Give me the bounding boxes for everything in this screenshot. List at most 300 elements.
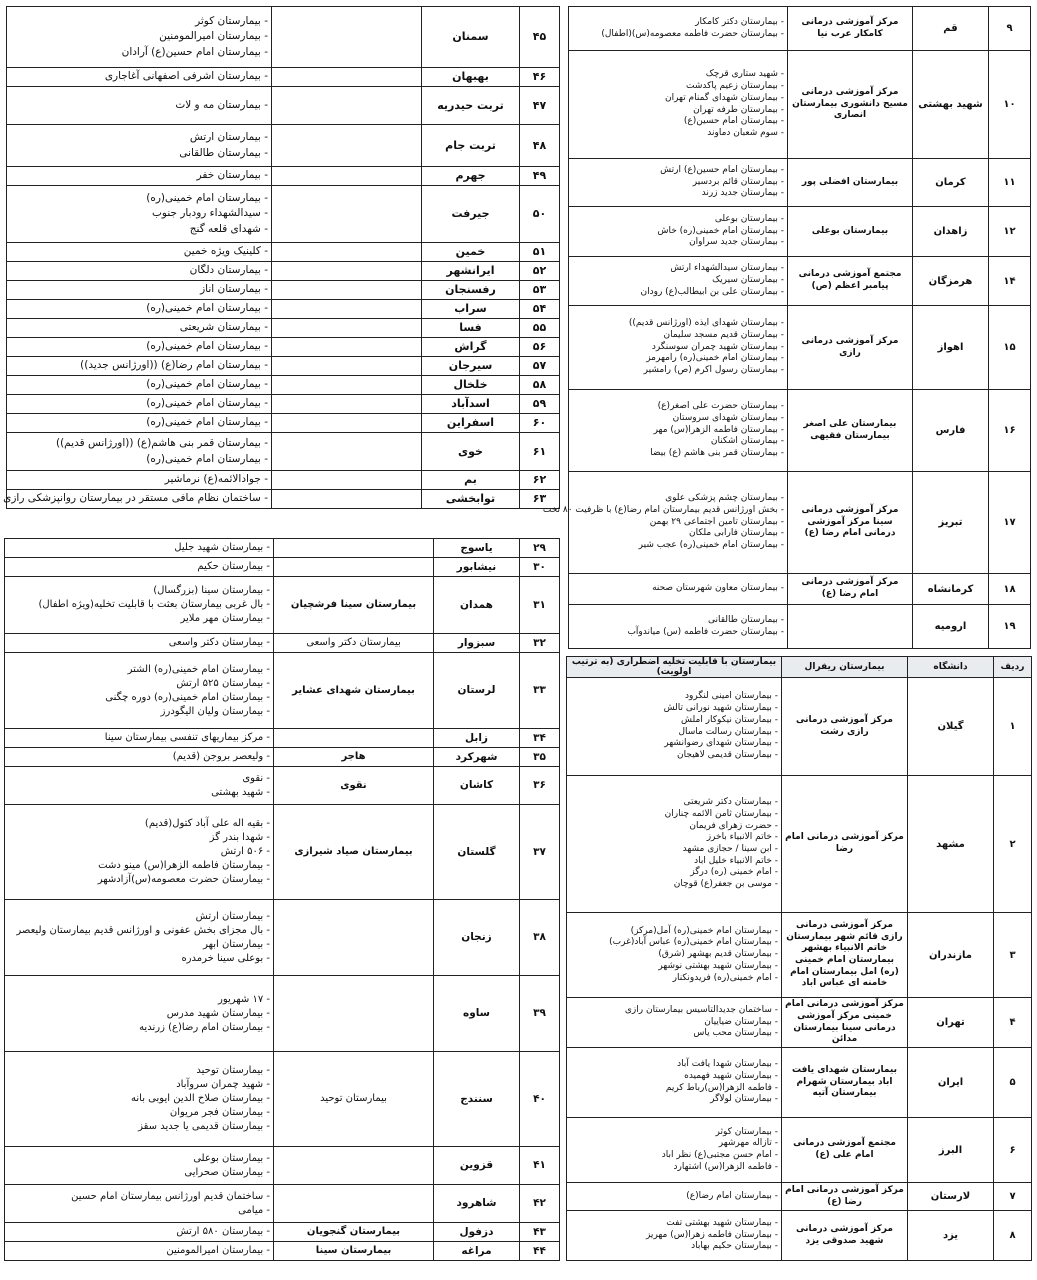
table-bottom-right (566, 656, 1032, 1261)
row-number: ۴۰ (520, 1052, 560, 1147)
referral-hospital: بیمارستان صیاد شیرازی (274, 805, 434, 900)
table-row (7, 186, 560, 243)
hospital-item: - بال غربی بیمارستان بعثت با قابلیت تخلیه(ویژه اطفال) (8, 598, 270, 612)
table-row (569, 51, 1031, 159)
referral-hospital: مرکز آموزشی درمانی مسیح دانشوری بیمارستان انصاری (788, 51, 913, 159)
referral-hospital: هاجر (274, 748, 434, 767)
evacuation-hospital-list (7, 471, 272, 490)
hospital-item: - بیمارستان ۵۸۰ ارتش (8, 1225, 270, 1239)
row-number: ۳ (994, 913, 1032, 998)
province-name: اسدآباد (422, 395, 520, 414)
table-row (7, 7, 560, 68)
evacuation-hospital-list (3, 490, 272, 509)
row-number: ۲ (994, 776, 1032, 913)
hospital-item: - حضرت زهرای فریمان (570, 821, 778, 833)
referral-hospital (272, 186, 422, 243)
evacuation-hospital-list (569, 207, 788, 257)
hospital-item: - بیمارستان امیرالمومنین (8, 1244, 270, 1258)
hospital-item: - بیمارستان فجر مریوان (8, 1106, 270, 1120)
evacuation-hospital-list (5, 1147, 274, 1185)
table-row (567, 1211, 1032, 1261)
hospital-item: - امام خمینی (ره) درگز (570, 867, 778, 879)
province-name: کرمانشاه (913, 574, 989, 605)
hospital-item: - بیمارستان امام رضا(ع) زرندیه (8, 1021, 270, 1035)
hospital-item: - بیمارستان امام خمینی(ره) (10, 452, 268, 467)
province-name: گراش (422, 338, 520, 357)
province-name: رفسنجان (422, 281, 520, 300)
hospital-item: - بیمارستان طالقانی (10, 146, 268, 161)
evacuation-hospital-list (7, 281, 272, 300)
hospital-item: - ۱۷ شهریور (8, 993, 270, 1007)
row-number: ۴۸ (520, 125, 560, 167)
hospital-item: - بیمارستان شریعتی (10, 320, 268, 335)
row-number: ۵۸ (520, 376, 560, 395)
hospital-item: - بیمارستان سیدالشهداء ارتش (572, 263, 784, 275)
province-name: زاهدان (913, 207, 989, 257)
hospital-item: - بیمارستان امام رضا(ع) (570, 1191, 778, 1203)
hospital-item: - بیمارستان اناز (10, 282, 268, 297)
header-referral-hospital: بیمارستان ریفرال (782, 657, 908, 678)
evacuation-hospital-list (567, 678, 782, 776)
hospital-item: - بیمارستان امام حسین(ع) آرادان (10, 45, 268, 60)
referral-hospital: مرکز آموزشی درمانی رازی رشت (782, 678, 908, 776)
province-name: یاسوج (434, 539, 520, 558)
row-number: ۴۱ (520, 1147, 560, 1185)
hospital-item: - بیمارستان توحید (8, 1064, 270, 1078)
table-row (7, 87, 560, 125)
referral-hospital: مجتمع آموزشی درمانی پیامبر اعظم (ص) (788, 257, 913, 306)
referral-hospital (274, 1147, 434, 1185)
table-row (569, 306, 1031, 390)
province-name: نیشابور (434, 558, 520, 577)
evacuation-hospital-list (5, 539, 274, 558)
row-number: ۵۹ (520, 395, 560, 414)
province-name: سیرجان (422, 357, 520, 376)
hospital-item: - بیمارستان قدیم مسجد سلیمان (572, 330, 784, 342)
hospital-item: - بیمارستان نیکوکار املش (570, 715, 778, 727)
referral-hospital (272, 243, 422, 262)
row-number: ۱۶ (989, 390, 1031, 472)
referral-hospital (272, 87, 422, 125)
hospital-item: - بیمارستان قمر بنی هاشم (ع) بیضا (572, 448, 784, 460)
evacuation-hospital-list (5, 900, 274, 976)
evacuation-hospital-list (7, 167, 272, 186)
referral-hospital: بیمارستان افضلی پور (788, 159, 913, 207)
referral-hospital: مرکز آموزشی درمانی رازی قائم شهر بیمارستان خاتم الانبیاء بهشهر بیمارستان امام خمینی (ره) امل بیمارستان امام خامنه ای عباس اباد (782, 913, 908, 998)
table-row (7, 281, 560, 300)
table-row (7, 433, 560, 471)
row-number: ۹ (989, 7, 1031, 51)
hospital-item: - بیمارستان امام خمینی(ره) (10, 377, 268, 392)
province-name: مازندران (908, 913, 994, 998)
evacuation-hospital-list (569, 51, 788, 159)
hospital-item: - بیمارستان امیرالمومنین (10, 29, 268, 44)
table-row (7, 490, 560, 509)
evacuation-hospital-list (567, 1048, 782, 1118)
province-name: تبریز (913, 472, 989, 574)
hospital-item: - بیمارستان امام خمینی(ره) (10, 301, 268, 316)
referral-hospital (272, 471, 422, 490)
hospital-item: - امام حسن مجتبی(ع) نظر اباد (570, 1150, 778, 1162)
table-row (5, 729, 560, 748)
row-number: ۴۶ (520, 68, 560, 87)
referral-hospital (272, 338, 422, 357)
evacuation-hospital-list (5, 767, 274, 805)
row-number: ۴۷ (520, 87, 560, 125)
row-number: ۳۴ (520, 729, 560, 748)
province-name: تهران (908, 998, 994, 1048)
hospital-item: - ابن سینا / حجازی مشهد (570, 844, 778, 856)
table-row (5, 1223, 560, 1242)
table-row (567, 678, 1032, 776)
evacuation-hospital-list (7, 243, 272, 262)
hospital-item: - بیمارستان علی بن ابیطالب(ع) رودان (572, 287, 784, 299)
referral-hospital (272, 433, 422, 471)
province-name: اهواز (913, 306, 989, 390)
hospital-item: - بیمارستان شهید بهشتی نوشهر (570, 961, 778, 973)
hospital-item: - بیمارستان امام خمینی(ره) دوره چگنی (8, 691, 270, 705)
referral-hospital: بیمارستان شهدای عشایر (274, 653, 434, 729)
province-name: زنجان (434, 900, 520, 976)
hospital-item: - بیمارستان امام خمینی(ره) (10, 396, 268, 411)
hospital-item: - بیمارستان ولیان الیگودرز (8, 705, 270, 719)
referral-hospital (272, 262, 422, 281)
evacuation-hospital-list (569, 390, 788, 472)
row-number: ۵۴ (520, 300, 560, 319)
row-number: ۵۶ (520, 338, 560, 357)
evacuation-hospital-list (5, 805, 274, 900)
hospital-item: - بیمارستان دکتر واسعی (8, 636, 270, 650)
referral-hospital (272, 167, 422, 186)
hospital-item: - بیمارستان قائم بردسیر (572, 177, 784, 189)
referral-hospital (272, 414, 422, 433)
hospital-item: - بیمارستان ۵۲۵ ارتش (8, 677, 270, 691)
referral-hospital: بیمارستان سینا (274, 1242, 434, 1261)
province-name: کاشان (434, 767, 520, 805)
evacuation-hospital-list (542, 472, 788, 574)
table-row (5, 558, 560, 577)
hospital-item: - بیمارستان ابهر (8, 938, 270, 952)
row-number: ۳۲ (520, 634, 560, 653)
province-name: لرستان (434, 653, 520, 729)
table-row (5, 1242, 560, 1261)
hospital-item: - بیمارستان شهدا یافت آباد (570, 1059, 778, 1071)
hospital-item: - بیمارستان فاطمه الزهرا(س) مهر (572, 425, 784, 437)
hospital-item: - بیمارستان کوثر (570, 1127, 778, 1139)
table-row (7, 357, 560, 376)
table-row (5, 577, 560, 634)
hospital-item: - شهدای قلعه گنج (10, 222, 268, 237)
hospital-table (542, 6, 1031, 649)
hospital-item: - بیمارستان محب یاس (570, 1028, 778, 1040)
hospital-item: - بیمارستان فاطمه زهرا(س) مهریز (570, 1230, 778, 1242)
evacuation-hospital-list (569, 159, 788, 207)
referral-hospital (274, 976, 434, 1052)
referral-hospital (274, 1185, 434, 1223)
row-number: ۵۵ (520, 319, 560, 338)
hospital-item: - بیمارستان طرفه تهران (572, 105, 784, 117)
evacuation-hospital-list (569, 257, 788, 306)
province-name: سراب (422, 300, 520, 319)
row-number: ۶۱ (520, 433, 560, 471)
province-name: بم (422, 471, 520, 490)
row-number: ۱۷ (989, 472, 1031, 574)
row-number: ۶۲ (520, 471, 560, 490)
evacuation-hospital-list (5, 558, 274, 577)
table-row (5, 1185, 560, 1223)
table-row (569, 159, 1031, 207)
table-bottom-left (4, 538, 560, 1261)
table-row (5, 900, 560, 976)
hospital-item: - بیمارستان رسول اکرم (ص) رامشیر (572, 365, 784, 377)
hospital-item: - بیمارستان حکیم بهاباد (570, 1241, 778, 1253)
evacuation-hospital-list (7, 125, 272, 167)
referral-hospital (274, 558, 434, 577)
hospital-item: - بیمارستان اشکنان (572, 436, 784, 448)
hospital-item: - مرکز بیماریهای تنفسی بیمارستان سینا (8, 731, 270, 745)
province-name: گلستان (434, 805, 520, 900)
row-number: ۴۲ (520, 1185, 560, 1223)
row-number: ۳۵ (520, 748, 560, 767)
hospital-item: - بیمارستان مه و لات (10, 98, 268, 113)
referral-hospital: بیمارستان دکتر واسعی (274, 634, 434, 653)
province-name: گیلان (908, 678, 994, 776)
hospital-item: - بیمارستان بوعلی (572, 214, 784, 226)
hospital-item: - بیمارستان چشم پزشکی علوی (572, 493, 784, 505)
hospital-item: - بیمارستان کوثر (10, 14, 268, 29)
referral-hospital: بیمارستان شهدای یافت اباد بیمارستان شهرام بیمارستان آتیه (782, 1048, 908, 1118)
hospital-item: - بیمارستان جدید زرند (572, 188, 784, 200)
hospital-item: - بیمارستان ضیاییان (570, 1017, 778, 1029)
evacuation-hospital-list (5, 577, 274, 634)
table-row (7, 243, 560, 262)
hospital-item: - بیمارستان دکتر شریعتی (570, 797, 778, 809)
hospital-item: - بیمارستان ارتش (10, 130, 268, 145)
table-row (5, 1147, 560, 1185)
referral-hospital: بیمارستان بوعلی (788, 207, 913, 257)
province-name: ایران (908, 1048, 994, 1118)
province-name: خلخال (422, 376, 520, 395)
row-number: ۴۳ (520, 1223, 560, 1242)
evacuation-hospital-list (567, 913, 782, 998)
row-number: ۱۱ (989, 159, 1031, 207)
hospital-item: - بیمارستان قمر بنی هاشم(ع) ((اورژانس قدیم)) (10, 436, 268, 451)
table-row (7, 167, 560, 186)
referral-hospital (272, 68, 422, 87)
hospital-item: - بیمارستان حکیم (8, 560, 270, 574)
row-number: ۱۲ (989, 207, 1031, 257)
table-row (567, 1183, 1032, 1211)
evacuation-hospital-list (569, 574, 788, 605)
hospital-item: - بیمارستان لولاگر (570, 1094, 778, 1106)
referral-hospital: بیمارستان علی اصغر بیمارستان فقیهی (788, 390, 913, 472)
evacuation-hospital-list (7, 87, 272, 125)
hospital-item: - جوادالائمه(ع) نرماشیر (10, 472, 268, 487)
row-number: ۴ (994, 998, 1032, 1048)
table-row (5, 976, 560, 1052)
row-number: ۱۹ (989, 605, 1031, 649)
row-number: ۳۹ (520, 976, 560, 1052)
row-number: ۳۸ (520, 900, 560, 976)
hospital-item: - بیمارستان صحرایی (8, 1166, 270, 1180)
referral-hospital (272, 376, 422, 395)
table-row (5, 653, 560, 729)
hospital-item: - بیمارستان فاطمه الزهرا(س) مینو دشت (8, 859, 270, 873)
referral-hospital: مرکز آموزشی درمانی شهید صدوقی یزد (782, 1211, 908, 1261)
table-row (5, 805, 560, 900)
province-name: شهید بهشتی (913, 51, 989, 159)
evacuation-hospital-list (7, 357, 272, 376)
table-row (567, 776, 1032, 913)
hospital-item: - ۵۰۶ ارتش (8, 845, 270, 859)
evacuation-hospital-list (569, 605, 788, 649)
evacuation-hospital-list (7, 262, 272, 281)
row-number: ۵۱ (520, 243, 560, 262)
row-number: ۴۵ (520, 7, 560, 68)
hospital-item: - بیمارستان قدیمی یا جدید سقز (8, 1120, 270, 1134)
table-row (5, 767, 560, 805)
province-name: همدان (434, 577, 520, 634)
hospital-item: - شهید بهشتی (8, 786, 270, 800)
row-number: ۷ (994, 1183, 1032, 1211)
province-name: سنندج (434, 1052, 520, 1147)
hospital-item: - بیمارستان دلگان (10, 263, 268, 278)
hospital-item: - ساختمان جدیدالتاسیس بیمارستان رازی (570, 1005, 778, 1017)
evacuation-hospital-list (5, 653, 274, 729)
hospital-item: - بیمارستان شهید جلیل (8, 541, 270, 555)
row-number: ۱۵ (989, 306, 1031, 390)
referral-hospital: بیمارستان سینا فرشچیان (274, 577, 434, 634)
hospital-item: - بیمارستان تامین اجتماعی ۲۹ بهمن (572, 517, 784, 529)
referral-hospital (272, 319, 422, 338)
evacuation-hospital-list (5, 1242, 274, 1261)
hospital-item: - بیمارستان شهدای ایذه (اورژانس قدیم)) (572, 318, 784, 330)
hospital-item: - بخش اورژانس قدیم بیمارستان امام رضا(ع) با ظرفیت ۸۰ تخت (572, 505, 784, 517)
hospital-item: - بیمارستان امام خمینی(ره) (10, 191, 268, 206)
hospital-item: - ساختمان نظام مافی مستقر در بیمارستان روانپزشکی رازی (10, 491, 268, 506)
table-row (7, 471, 560, 490)
table-row (7, 414, 560, 433)
referral-hospital (272, 125, 422, 167)
hospital-item: - میامی (8, 1204, 270, 1218)
hospital-item: - سیدالشهداء رودبار جنوب (10, 206, 268, 221)
row-number: ۳۱ (520, 577, 560, 634)
province-name: زابل (434, 729, 520, 748)
referral-hospital (274, 729, 434, 748)
header-university: دانشگاه (908, 657, 994, 678)
hospital-item: - کلینیک ویژه خمین (10, 244, 268, 259)
table-row (7, 262, 560, 281)
hospital-item: - بیمارستان امام خمینی(ره) آمل(مرکز) (570, 926, 778, 938)
hospital-item: - بیمارستان امام رضا(ع) ((اورژانس جدید)) (10, 358, 268, 373)
province-name: قزوین (434, 1147, 520, 1185)
table-row (569, 472, 1031, 574)
province-name: خوی (422, 433, 520, 471)
province-name: ساوه (434, 976, 520, 1052)
referral-hospital (274, 539, 434, 558)
province-name: تربت حیدریه (422, 87, 520, 125)
evacuation-hospital-list (5, 1185, 274, 1223)
hospital-item: - بیمارستان امام خمینی(ره) رامهرمز (572, 353, 784, 365)
referral-hospital (274, 900, 434, 976)
table-row (569, 574, 1031, 605)
evacuation-hospital-list (567, 1211, 782, 1261)
province-name: شاهرود (434, 1185, 520, 1223)
hospital-item: - بیمارستان بوعلی (8, 1152, 270, 1166)
hospital-item: - خاتم الانبیاء خلیل اباد (570, 856, 778, 868)
province-name: مراغه (434, 1242, 520, 1261)
referral-hospital: مرکز آموزشی درمانی امام رضا (782, 776, 908, 913)
referral-hospital (788, 605, 913, 649)
hospital-item: - بقیه اله علی آباد کتول(قدیم) (8, 817, 270, 831)
province-name: قم (913, 7, 989, 51)
hospital-item: - بیمارستان حضرت معصومه(س)آزادشهر (8, 873, 270, 887)
referral-hospital: بیمارستان توحید (274, 1052, 434, 1147)
province-name: بهبهان (422, 68, 520, 87)
evacuation-hospital-list (7, 414, 272, 433)
evacuation-hospital-list (569, 306, 788, 390)
row-number: ۳۷ (520, 805, 560, 900)
hospital-item: - بیمارستان ثامن الائمه چناران (570, 809, 778, 821)
table-row (7, 319, 560, 338)
table-row (5, 748, 560, 767)
evacuation-hospital-list (7, 376, 272, 395)
hospital-table (3, 6, 560, 509)
hospital-item: - بیمارستان دکتر کامکار (572, 17, 784, 29)
province-name: فارس (913, 390, 989, 472)
hospital-item: - بیمارستان قدیم بهشهر (شرق) (570, 949, 778, 961)
hospital-item: - بیمارستان امام خمینی(ره) خاش (572, 226, 784, 238)
referral-hospital (272, 395, 422, 414)
hospital-item: - فاطمه الزهرا(س) اشتهارد (570, 1162, 778, 1174)
table-row (5, 1052, 560, 1147)
evacuation-hospital-list (7, 395, 272, 414)
evacuation-hospital-list (5, 634, 274, 653)
hospital-item: - بیمارستان امام خمینی(ره) عجب شیر (572, 540, 784, 552)
hospital-item: - بیمارستان طالقانی (572, 615, 784, 627)
province-name: هرمزگان (913, 257, 989, 306)
referral-hospital: مرکز آموزشی درمانی رازی (788, 306, 913, 390)
referral-hospital (272, 281, 422, 300)
referral-hospital (272, 7, 422, 68)
row-number: ۴۹ (520, 167, 560, 186)
evacuation-hospital-list (7, 433, 272, 471)
table-row (7, 68, 560, 87)
evacuation-hospital-list (569, 7, 788, 51)
evacuation-hospital-list (567, 1118, 782, 1183)
row-number: ۵ (994, 1048, 1032, 1118)
hospital-item: - امام خمینی(ره) فریدونکنار (570, 973, 778, 985)
province-name: سمنان (422, 7, 520, 68)
hospital-item: - بیمارستان ارتش (8, 910, 270, 924)
province-name: فسا (422, 319, 520, 338)
evacuation-hospital-list (7, 319, 272, 338)
province-name: جهرم (422, 167, 520, 186)
hospital-item: - شهید چمران سروآباد (8, 1078, 270, 1092)
province-name: خمین (422, 243, 520, 262)
evacuation-hospital-list (5, 1223, 274, 1242)
row-number: ۱۴ (989, 257, 1031, 306)
hospital-item: - بیمارستان اشرفی اصفهانی آغاجاری (10, 69, 268, 84)
province-name: جیرفت (422, 186, 520, 243)
hospital-item: - شهید ستاری قرچک (572, 69, 784, 81)
evacuation-hospital-list (5, 729, 274, 748)
header-evacuation-hospitals: بیمارستان با قابلیت تخلیه اضطراری (به ترتیب اولویت) (567, 657, 782, 678)
hospital-item: - بیمارستان شهید بهشتی تفت (570, 1218, 778, 1230)
referral-hospital: مرکز آموزشی درمانی سینا مرکز آموزشی درمانی امام رضا (ع) (788, 472, 913, 574)
referral-hospital: مجتمع آموزشی درمانی امام علی (ع) (782, 1118, 908, 1183)
hospital-item: - بیمارستان شهید چمران سوسنگرد (572, 342, 784, 354)
